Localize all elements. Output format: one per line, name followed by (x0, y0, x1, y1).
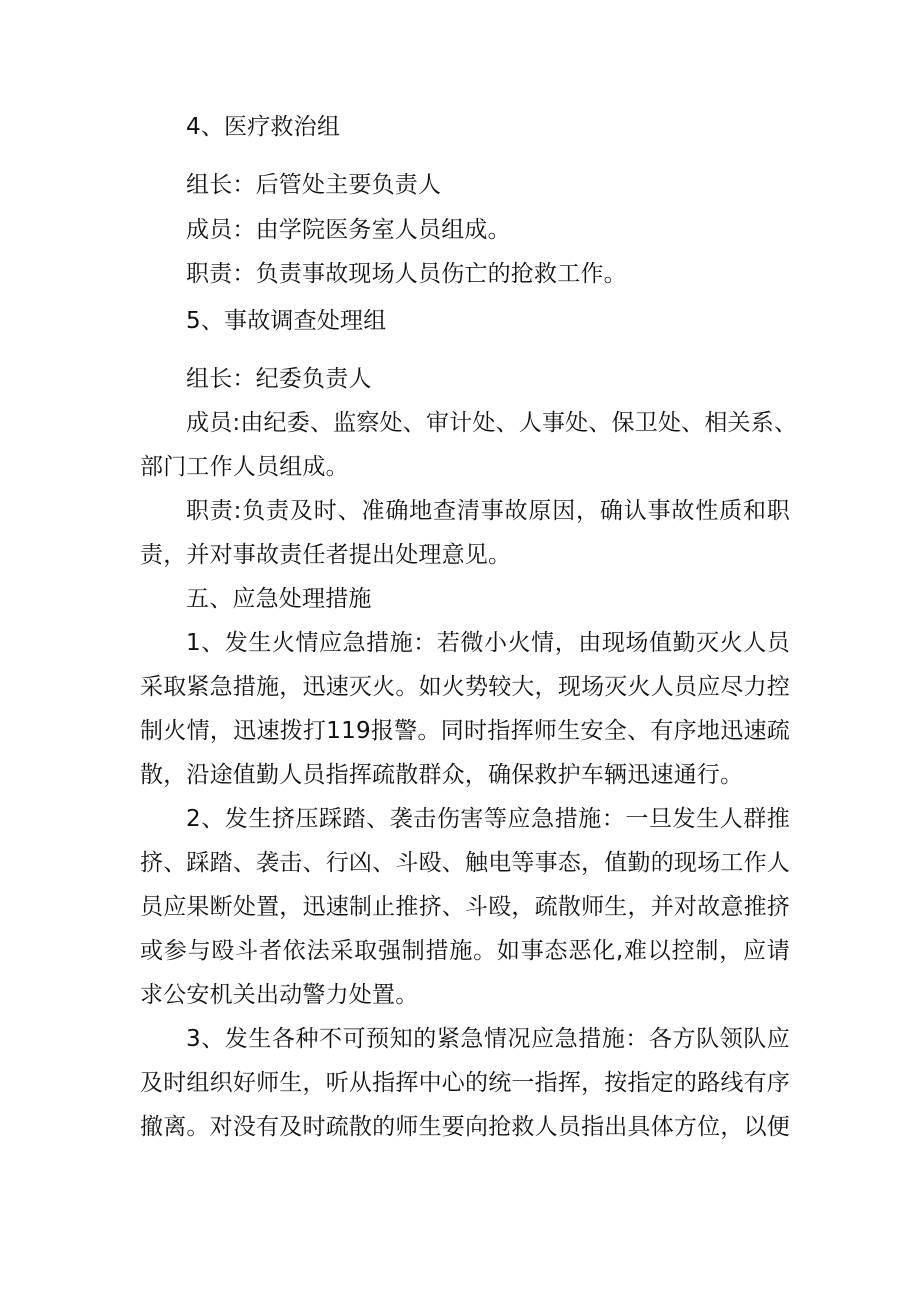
medical-group-leader: 组长：后管处主要负责人 (186, 172, 442, 198)
fire-measures-line-2: 采取紧急措施，迅速灭火。如火势较大，现场灭火人员应尽力控 (140, 674, 790, 700)
crowd-measures-line-2: 挤、踩踏、袭击、行凶、斗殴、触电等事态，值勤的现场工作人 (140, 850, 790, 876)
medical-group-members: 成员：由学院医务室人员组成。 (186, 217, 511, 243)
unforeseen-measures-line-1: 3、发生各种不可预知的紧急情况应急措施：各方队领队应 (186, 1026, 790, 1052)
medical-group-duties: 职责：负责事故现场人员伤亡的抢救工作。 (186, 261, 627, 287)
crowd-measures-line-3: 员应果断处置，迅速制止推挤、斗殴，疏散师生，并对故意推挤 (140, 894, 790, 920)
investigation-group-duties-line-2: 责，并对事故责任者提出处理意见。 (140, 542, 512, 568)
investigation-group-members-line-1: 成员:由纪委、监察处、审计处、人事处、保卫处、相关系、 (186, 410, 798, 436)
fire-measures-line-1: 1、发生火情应急措施：若微小火情，由现场值勤灭火人员 (186, 630, 790, 656)
crowd-measures-line-1: 2、发生挤压踩踏、袭击伤害等应急措施：一旦发生人群推 (186, 806, 790, 832)
investigation-group-members-line-2: 部门工作人员组成。 (140, 454, 349, 480)
investigation-group-leader: 组长：纪委负责人 (186, 366, 372, 392)
crowd-measures-line-5: 求公安机关出动警力处置。 (140, 982, 419, 1008)
unforeseen-measures-line-2: 及时组织好师生，听从指挥中心的统一指挥，按指定的路线有序 (140, 1070, 790, 1096)
unforeseen-measures-line-3: 撤离。对没有及时疏散的师生要向抢救人员指出具体方位，以便 (140, 1114, 790, 1140)
crowd-measures-line-4: 或参与殴斗者依法采取强制措施。如事态恶化,难以控制，应请 (140, 938, 790, 964)
section-heading-medical-rescue: 4、医疗救治组 (186, 114, 341, 140)
fire-measures-line-3: 制火情，迅速拨打119报警。同时指挥师生安全、有序地迅速疏 (140, 718, 790, 744)
section-heading-accident-investigation: 5、事故调查处理组 (186, 308, 387, 334)
section-heading-emergency-measures: 五、应急处理措施 (186, 586, 372, 612)
investigation-group-duties-line-1: 职责:负责及时、准确地查清事故原因，确认事故性质和职 (186, 498, 790, 524)
fire-measures-line-4: 散，沿途值勤人员指挥疏散群众，确保救护车辆迅速通行。 (140, 762, 744, 788)
